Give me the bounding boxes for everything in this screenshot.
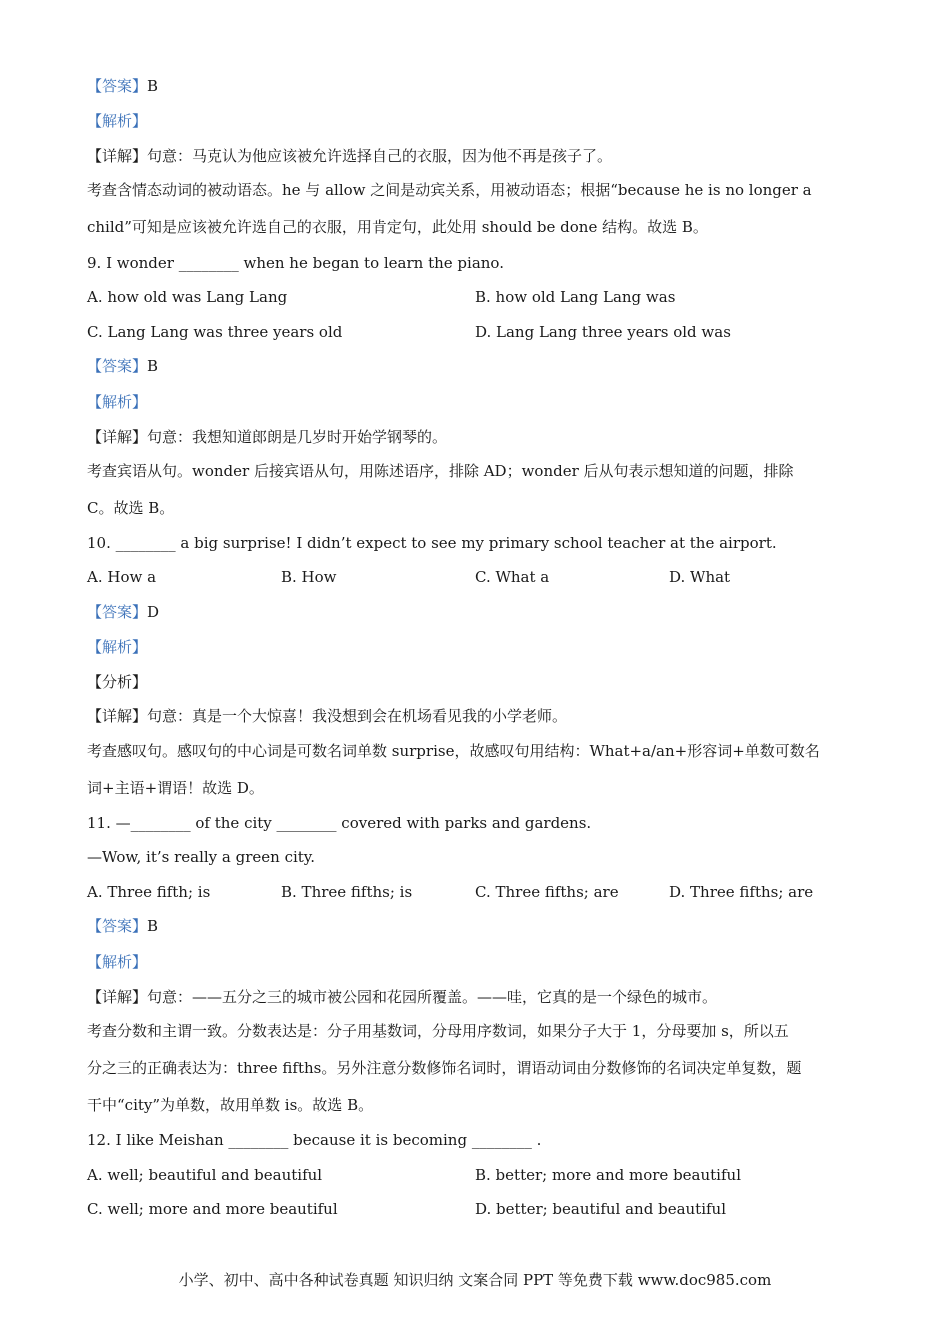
option-d: D. Three fifths; are — [669, 883, 814, 901]
option-a: A. Three fifth; is — [87, 883, 211, 901]
option-b: B. Three fifths; is — [281, 883, 413, 901]
section-tag: 【答案】 — [87, 77, 148, 95]
section-tag: 【解析】 — [87, 953, 148, 971]
text-line: 词+主语+谓语！故选 D。 — [87, 779, 264, 797]
option-a: C. well; more and more beautiful — [87, 1200, 338, 1218]
label-line — [87, 111, 147, 131]
section-value: B — [147, 77, 159, 95]
text-line: 12. I like Meishan ________ because it is becoming ________ . — [87, 1131, 542, 1149]
text-line: 【详解】句意：我想知道郎朗是几岁时开始学钢琴的。 — [87, 428, 448, 446]
section-value: B — [147, 357, 159, 375]
option-a: C. Lang Lang was three years old — [87, 323, 343, 341]
text-line: 考查分数和主谓一致。分数表达是：分子用基数词，分母用序数词，如果分子大于 1，分母要加 s，所以五 — [87, 1022, 789, 1040]
section-tag: 【答案】 — [87, 917, 148, 935]
label-line — [87, 916, 158, 936]
section-tag: 【解析】 — [87, 112, 148, 130]
section-tag: 【解析】 — [87, 638, 148, 656]
text-line: child”可知是应该被允许选自己的衣服，用肯定句，此处用 should be done 结构。故选 B。 — [87, 218, 708, 236]
option-b: B. better; more and more beautiful — [475, 1166, 741, 1184]
option-c: C. What a — [475, 568, 550, 586]
label-line — [87, 392, 147, 412]
text-line: 考查含情态动词的被动语态。he 与 allow 之间是动宾关系，用被动语态；根据“because he is no longer a — [87, 181, 812, 199]
text-line: 【分析】 — [87, 673, 148, 691]
option-b: B. How — [281, 568, 337, 586]
option-b: B. how old Lang Lang was — [475, 288, 676, 306]
text-line: 分之三的正确表达为：three fifths。另外注意分数修饰名词时，谓语动词由分数修饰的名词决定单复数，题 — [87, 1059, 802, 1077]
section-tag: 【答案】 — [87, 357, 148, 375]
section-value: D — [147, 603, 160, 621]
text-line: 【详解】句意：真是一个大惊喜！我没想到会在机场看见我的小学老师。 — [87, 707, 568, 725]
label-line — [87, 637, 147, 657]
text-line: 【详解】句意：——五分之三的城市被公园和花园所覆盖。——哇，它真的是一个绿色的城市。 — [87, 988, 718, 1006]
text-line: 10. ________ a big surprise! I didn’t expect to see my primary school teacher at the airport. — [87, 534, 777, 552]
text-line: 考查宾语从句。wonder 后接宾语从句，用陈述语序，排除 AD；wonder 后从句表示想知道的问题，排除 — [87, 462, 794, 480]
option-d: D. What — [669, 568, 731, 586]
text-line: 【详解】句意：马克认为他应该被允许选择自己的衣服，因为他不再是孩子了。 — [87, 147, 613, 165]
text-line: 考查感叹句。感叹句的中心词是可数名词单数 surprise，故感叹句用结构：What+a/an+形容词+单数可数名 — [87, 742, 820, 760]
section-tag: 【解析】 — [87, 393, 148, 411]
label-line — [87, 952, 147, 972]
section-tag: 【答案】 — [87, 603, 148, 621]
label-line — [87, 356, 158, 376]
text-line: —Wow, it’s really a green city. — [87, 848, 316, 866]
text-line: 9. I wonder ________ when he began to learn the piano. — [87, 254, 504, 272]
text-line: C。故选 B。 — [87, 499, 175, 517]
text-line: 11. —________ of the city ________ covered with parks and gardens. — [87, 814, 592, 832]
section-value: B — [147, 917, 159, 935]
option-a: A. how old was Lang Lang — [87, 288, 288, 306]
option-c: C. Three fifths; are — [475, 883, 619, 901]
page-footer: 小学、初中、高中各种试卷真题 知识归纳 文案合同 PPT 等免费下载 www.doc985.com — [178, 1271, 772, 1289]
option-a: A. well; beautiful and beautiful — [87, 1166, 323, 1184]
option-b: D. Lang Lang three years old was — [475, 323, 731, 341]
option-b: D. better; beautiful and beautiful — [475, 1200, 727, 1218]
text-line: 干中“city”为单数，故用单数 is。故选 B。 — [87, 1096, 374, 1114]
label-line — [87, 76, 158, 96]
label-line — [87, 602, 159, 622]
option-a: A. How a — [87, 568, 157, 586]
